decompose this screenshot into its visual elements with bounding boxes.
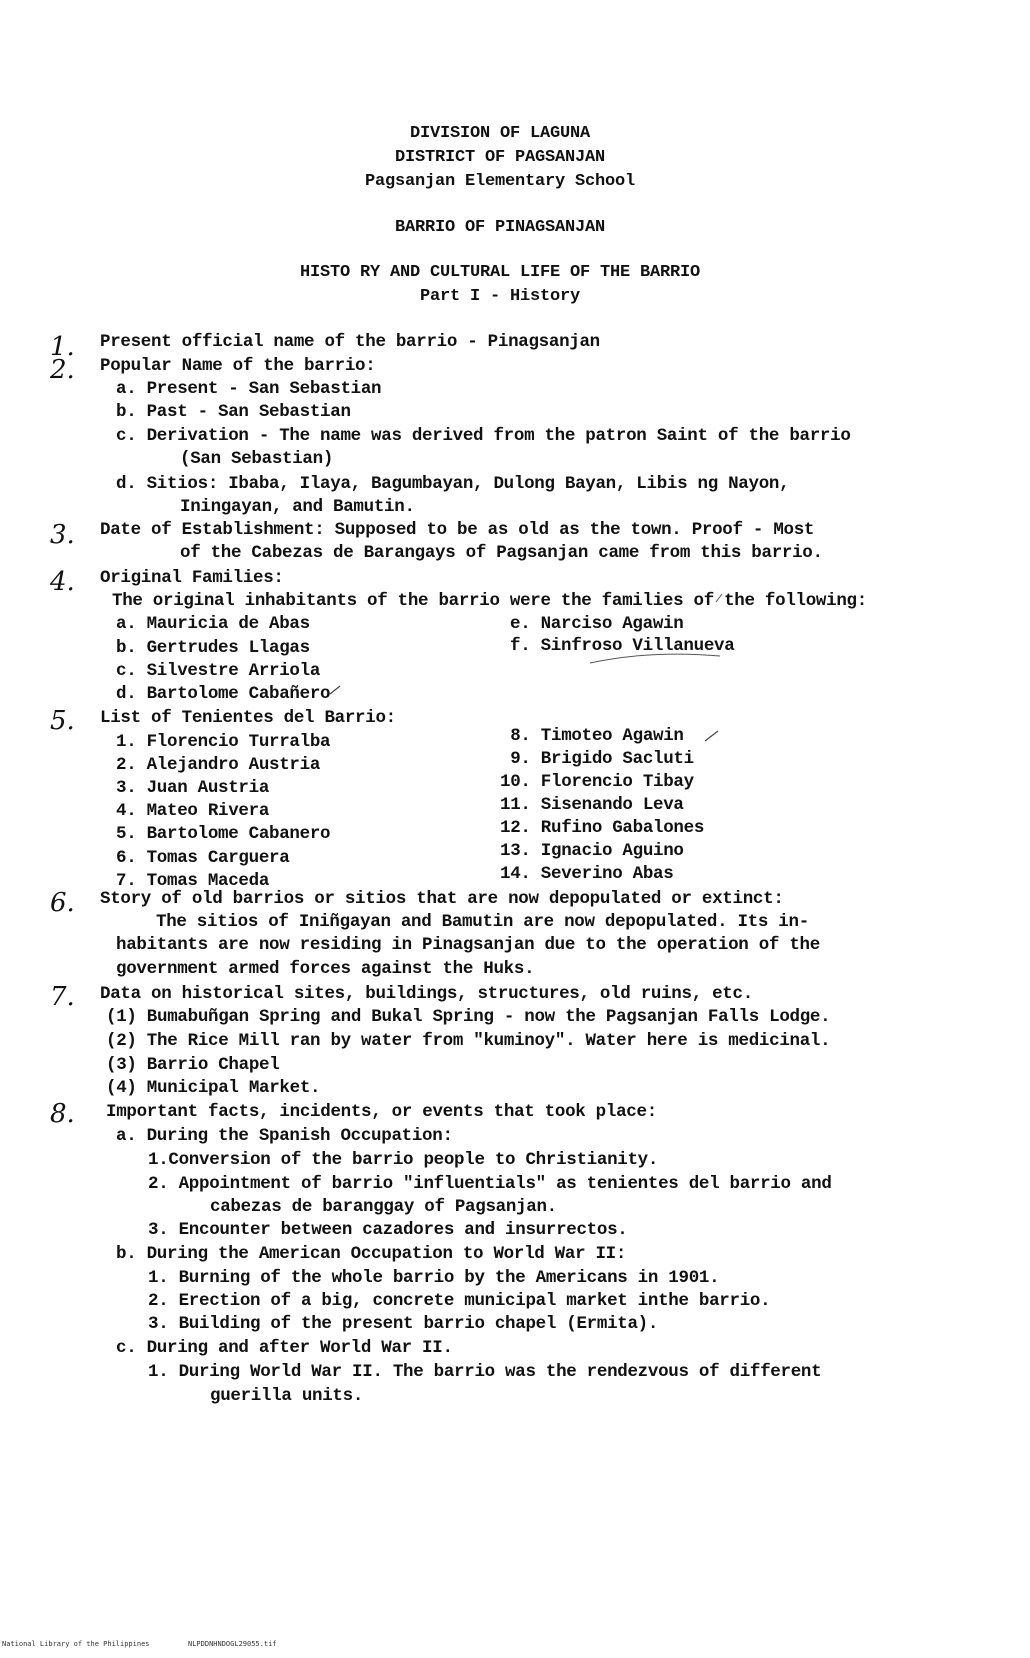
check-mark-3 [590, 654, 720, 663]
item-number-2: 2. [50, 355, 75, 385]
teniente-left-5: 5. Bartolome Cabanero [116, 824, 331, 844]
item-number-8: 8. [50, 1099, 75, 1129]
item2-b: b. Past - San Sebastian [116, 402, 351, 422]
header-part: Part I - History [419, 287, 581, 306]
item8-text: Important facts, incidents, or events that took place: [106, 1102, 657, 1122]
item2-d2: Iningayan, and Bamutin. [180, 497, 415, 517]
item8-c1-2: guerilla units. [210, 1386, 364, 1406]
site-2: (2) The Rice Mill ran by water from "kuminoy". Water here is medicinal. [106, 1031, 831, 1051]
item-number-5: 5. [50, 706, 75, 736]
site-3: (3) Barrio Chapel [106, 1055, 280, 1075]
header-title: HISTO RY AND CULTURAL LIFE OF THE BARRIO [299, 263, 701, 282]
teniente-left-7: 7. Tomas Maceda [116, 871, 270, 891]
teniente-left-1: 1. Florencio Turralba [116, 732, 331, 752]
item-number-4: 4. [50, 567, 75, 597]
family-left-4: d. Bartolome Cabañero [116, 684, 331, 704]
family-left-1: a. Mauricia de Abas [116, 614, 310, 634]
item2-a: a. Present - San Sebastian [116, 379, 382, 399]
item6-p2: habitants are now residing in Pinagsanjan due to the operation of the [116, 935, 820, 955]
header-division: DIVISION OF LAGUNA [409, 124, 591, 143]
item8-a: a. During the Spanish Occupation: [116, 1126, 453, 1146]
teniente-right-8: 8. Timoteo Agawin [500, 726, 684, 746]
item-number-3: 3. [50, 520, 75, 550]
check-mark-4 [716, 594, 722, 602]
teniente-right-13: 13. Ignacio Aguino [500, 841, 684, 861]
item8-b: b. During the American Occupation to World War II: [116, 1244, 627, 1264]
item8-a2-1: 2. Appointment of barrio "influentials" as tenientes del barrio and [148, 1174, 832, 1194]
item6-text: Story of old barrios or sitios that are now depopulated or extinct: [100, 889, 784, 909]
teniente-right-11: 11. Sisenando Leva [500, 795, 684, 815]
site-1: (1) Bumabuñgan Spring and Bukal Spring - now the Pagsanjan Falls Lodge. [106, 1007, 831, 1027]
item8-b1: 1. Burning of the whole barrio by the Americans in 1901. [148, 1268, 720, 1288]
teniente-left-2: 2. Alejandro Austria [116, 755, 321, 775]
item-number-6: 6. [50, 888, 75, 918]
teniente-right-12: 12. Rufino Gabalones [500, 818, 705, 838]
check-mark-2 [705, 731, 718, 741]
item7-text: Data on historical sites, buildings, structures, old ruins, etc. [100, 984, 753, 1004]
family-left-2: b. Gertrudes Llagas [116, 638, 310, 658]
item3-line1: Date of Establishment: Supposed to be as old as the town. Proof - Most [100, 520, 815, 540]
item8-c: c. During and after World War II. [116, 1338, 453, 1358]
teniente-right-9: 9. Brigido Sacluti [500, 749, 694, 769]
item8-a1: 1.Conversion of the barrio people to Christianity. [148, 1150, 659, 1170]
item-number-1: 1. [50, 332, 75, 362]
item8-c1-1: 1. During World War II. The barrio was the rendezvous of different [148, 1362, 822, 1382]
item2-c1: c. Derivation - The name was derived from the patron Saint of the barrio [116, 426, 851, 446]
item8-b3: 3. Building of the present barrio chapel (Ermita). [148, 1314, 659, 1334]
item8-a2-2: cabezas de baranggay of Pagsanjan. [210, 1197, 557, 1217]
item-number-7: 7. [50, 982, 75, 1012]
item8-a3: 3. Encounter between cazadores and insurrectos. [148, 1220, 628, 1240]
item3-line2: of the Cabezas de Barangays of Pagsanjan came from this barrio. [180, 543, 823, 563]
family-right-1: e. Narciso Agawin [510, 614, 684, 634]
item8-b2: 2. Erection of a big, concrete municipal market inthe barrio. [148, 1291, 771, 1311]
teniente-left-3: 3. Juan Austria [116, 778, 270, 798]
header-school: Pagsanjan Elementary School [364, 172, 636, 191]
teniente-right-10: 10. Florencio Tibay [500, 772, 694, 792]
item2-d1: d. Sitios: Ibaba, Ilaya, Bagumbayan, Dulong Bayan, Libis ng Nayon, [116, 474, 790, 494]
header-district: DISTRICT OF PAGSANJAN [394, 148, 606, 167]
header-barrio: BARRIO OF PINAGSANJAN [394, 218, 606, 237]
item4-intro: The original inhabitants of the barrio were the families of the following: [112, 591, 867, 611]
item2-c2: (San Sebastian) [180, 449, 334, 469]
item4-text: Original Families: [100, 568, 284, 588]
check-mark-1 [330, 686, 340, 694]
item6-p3: government armed forces against the Huks. [116, 959, 535, 979]
footer-file-id: NLPDDNHNDOGL29055.tif [188, 1640, 277, 1648]
item5-text: List of Tenientes del Barrio: [100, 708, 396, 728]
item2-text: Popular Name of the barrio: [100, 356, 376, 376]
site-4: (4) Municipal Market. [106, 1078, 321, 1098]
item1-text: Present official name of the barrio - Pinagsanjan [100, 332, 600, 352]
footer-library: National Library of the Philippines [2, 1640, 150, 1648]
teniente-left-6: 6. Tomas Carguera [116, 848, 290, 868]
teniente-left-4: 4. Mateo Rivera [116, 801, 270, 821]
item6-p1: The sitios of Iniñgayan and Bamutin are now depopulated. Its in- [156, 912, 809, 932]
family-right-2: f. Sinfroso Villanueva [510, 636, 735, 656]
teniente-right-14: 14. Severino Abas [500, 864, 674, 884]
family-left-3: c. Silvestre Arriola [116, 661, 321, 681]
